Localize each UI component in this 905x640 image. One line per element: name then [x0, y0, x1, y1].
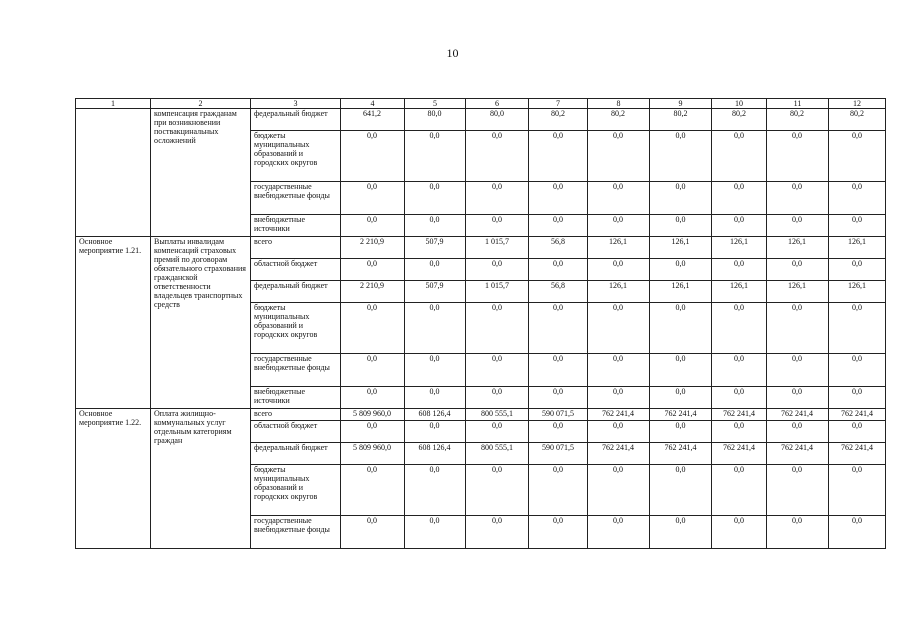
- description-cell: Оплата жилищно-коммунальных услуг отдельным категориям граждан: [151, 409, 251, 549]
- value-cell: 0,0: [767, 215, 829, 237]
- value-cell: 762 241,4: [767, 409, 829, 421]
- value-cell: 0,0: [529, 516, 588, 549]
- header-cell: 11: [767, 99, 829, 109]
- value-cell: 0,0: [767, 465, 829, 516]
- value-cell: 0,0: [767, 516, 829, 549]
- value-cell: 0,0: [405, 354, 466, 387]
- value-cell: 0,0: [650, 387, 712, 409]
- table-body: [76, 109, 886, 549]
- value-cell: 0,0: [712, 354, 767, 387]
- value-cell: 0,0: [712, 131, 767, 182]
- value-cell: 0,0: [588, 421, 650, 443]
- value-cell: 590 071,5: [529, 409, 588, 421]
- value-cell: 126,1: [829, 281, 886, 303]
- value-cell: 0,0: [405, 516, 466, 549]
- value-cell: 0,0: [588, 387, 650, 409]
- value-cell: 0,0: [829, 354, 886, 387]
- header-cell: 9: [650, 99, 712, 109]
- value-cell: 0,0: [466, 259, 529, 281]
- header-cell: 1: [76, 99, 151, 109]
- value-cell: 0,0: [529, 303, 588, 354]
- header-cell: 7: [529, 99, 588, 109]
- value-cell: 0,0: [712, 387, 767, 409]
- value-cell: 0,0: [529, 182, 588, 215]
- description-cell: компенсация гражданам при возникновении поствакцинальных осложнений: [151, 109, 251, 237]
- value-cell: 0,0: [767, 259, 829, 281]
- header-cell: 12: [829, 99, 886, 109]
- value-cell: 0,0: [405, 131, 466, 182]
- source-cell: областной бюджет: [251, 421, 341, 443]
- value-cell: 0,0: [588, 516, 650, 549]
- value-cell: 5 809 960,0: [341, 443, 405, 465]
- value-cell: 0,0: [405, 259, 466, 281]
- header-row: [76, 99, 886, 109]
- value-cell: 0,0: [341, 421, 405, 443]
- value-cell: 0,0: [466, 387, 529, 409]
- value-cell: 608 126,4: [405, 443, 466, 465]
- value-cell: 0,0: [650, 182, 712, 215]
- activity-cell: Основное мероприятие 1.22.: [76, 409, 151, 549]
- value-cell: 126,1: [712, 237, 767, 259]
- value-cell: 126,1: [767, 281, 829, 303]
- value-cell: 0,0: [405, 215, 466, 237]
- value-cell: 0,0: [405, 387, 466, 409]
- table-row: [76, 109, 886, 131]
- value-cell: 0,0: [466, 182, 529, 215]
- value-cell: 0,0: [588, 465, 650, 516]
- value-cell: 0,0: [405, 421, 466, 443]
- value-cell: 2 210,9: [341, 281, 405, 303]
- value-cell: 0,0: [529, 465, 588, 516]
- description-cell: Выплаты инвалидам компенсаций страховых премий по договорам обязательного страхования гражданской ответственности владельцев транспортных средств: [151, 237, 251, 409]
- value-cell: 56,8: [529, 237, 588, 259]
- value-cell: 80,2: [829, 109, 886, 131]
- value-cell: 0,0: [712, 259, 767, 281]
- value-cell: 0,0: [650, 303, 712, 354]
- value-cell: 0,0: [829, 215, 886, 237]
- value-cell: 0,0: [650, 421, 712, 443]
- value-cell: 762 241,4: [588, 443, 650, 465]
- value-cell: 1 015,7: [466, 281, 529, 303]
- value-cell: 0,0: [588, 215, 650, 237]
- value-cell: 0,0: [466, 215, 529, 237]
- value-cell: 800 555,1: [466, 409, 529, 421]
- value-cell: 80,2: [767, 109, 829, 131]
- value-cell: 0,0: [341, 516, 405, 549]
- value-cell: 0,0: [829, 387, 886, 409]
- value-cell: 0,0: [712, 303, 767, 354]
- value-cell: 762 241,4: [712, 443, 767, 465]
- value-cell: 126,1: [588, 237, 650, 259]
- value-cell: 0,0: [712, 465, 767, 516]
- value-cell: 0,0: [829, 303, 886, 354]
- value-cell: 0,0: [529, 387, 588, 409]
- page-number: 10: [446, 46, 459, 60]
- value-cell: 0,0: [588, 354, 650, 387]
- value-cell: 0,0: [829, 182, 886, 215]
- value-cell: 126,1: [712, 281, 767, 303]
- header-cell: 5: [405, 99, 466, 109]
- value-cell: 0,0: [712, 516, 767, 549]
- value-cell: 126,1: [829, 237, 886, 259]
- source-cell: государственные внебюджетные фонды: [251, 182, 341, 215]
- value-cell: 0,0: [529, 215, 588, 237]
- value-cell: 0,0: [650, 131, 712, 182]
- value-cell: 0,0: [341, 354, 405, 387]
- value-cell: 1 015,7: [466, 237, 529, 259]
- value-cell: 0,0: [588, 303, 650, 354]
- source-cell: бюджеты муниципальных образований и городских округов: [251, 465, 341, 516]
- header-cell: 3: [251, 99, 341, 109]
- source-cell: бюджеты муниципальных образований и городских округов: [251, 303, 341, 354]
- source-cell: всего: [251, 409, 341, 421]
- value-cell: 0,0: [341, 259, 405, 281]
- activity-cell: [76, 109, 151, 237]
- value-cell: 80,2: [712, 109, 767, 131]
- header-cell: 4: [341, 99, 405, 109]
- value-cell: 762 241,4: [588, 409, 650, 421]
- value-cell: 0,0: [650, 516, 712, 549]
- value-cell: 0,0: [341, 131, 405, 182]
- value-cell: 0,0: [650, 354, 712, 387]
- value-cell: 641,2: [341, 109, 405, 131]
- value-cell: 0,0: [588, 131, 650, 182]
- value-cell: 0,0: [405, 465, 466, 516]
- value-cell: 0,0: [341, 303, 405, 354]
- value-cell: 0,0: [466, 421, 529, 443]
- value-cell: 0,0: [829, 259, 886, 281]
- value-cell: 0,0: [712, 421, 767, 443]
- value-cell: 0,0: [712, 215, 767, 237]
- value-cell: 80,2: [650, 109, 712, 131]
- value-cell: 2 210,9: [341, 237, 405, 259]
- value-cell: 126,1: [650, 237, 712, 259]
- value-cell: 0,0: [341, 387, 405, 409]
- value-cell: 0,0: [767, 303, 829, 354]
- value-cell: 0,0: [466, 465, 529, 516]
- value-cell: 0,0: [529, 354, 588, 387]
- value-cell: 80,0: [405, 109, 466, 131]
- value-cell: 0,0: [767, 387, 829, 409]
- value-cell: 0,0: [588, 182, 650, 215]
- value-cell: 0,0: [466, 516, 529, 549]
- source-cell: федеральный бюджет: [251, 109, 341, 131]
- header-cell: 8: [588, 99, 650, 109]
- value-cell: 0,0: [650, 465, 712, 516]
- value-cell: 0,0: [829, 131, 886, 182]
- value-cell: 0,0: [529, 421, 588, 443]
- value-cell: 5 809 960,0: [341, 409, 405, 421]
- value-cell: 0,0: [829, 465, 886, 516]
- value-cell: 762 241,4: [712, 409, 767, 421]
- value-cell: 762 241,4: [829, 409, 886, 421]
- value-cell: 0,0: [341, 465, 405, 516]
- value-cell: 507,9: [405, 237, 466, 259]
- value-cell: 126,1: [588, 281, 650, 303]
- source-cell: внебюджетные источники: [251, 387, 341, 409]
- value-cell: 0,0: [341, 215, 405, 237]
- value-cell: 0,0: [529, 259, 588, 281]
- source-cell: федеральный бюджет: [251, 443, 341, 465]
- value-cell: 126,1: [767, 237, 829, 259]
- value-cell: 0,0: [466, 354, 529, 387]
- value-cell: 56,8: [529, 281, 588, 303]
- value-cell: 80,0: [466, 109, 529, 131]
- value-cell: 762 241,4: [650, 443, 712, 465]
- source-cell: государственные внебюджетные фонды: [251, 354, 341, 387]
- value-cell: 80,2: [529, 109, 588, 131]
- value-cell: 590 071,5: [529, 443, 588, 465]
- value-cell: 0,0: [767, 182, 829, 215]
- value-cell: 762 241,4: [767, 443, 829, 465]
- header-cell: 10: [712, 99, 767, 109]
- table-row: [76, 237, 886, 259]
- value-cell: 507,9: [405, 281, 466, 303]
- value-cell: 80,2: [588, 109, 650, 131]
- value-cell: 800 555,1: [466, 443, 529, 465]
- value-cell: 762 241,4: [650, 409, 712, 421]
- source-cell: всего: [251, 237, 341, 259]
- table-row: [76, 409, 886, 421]
- value-cell: 0,0: [767, 421, 829, 443]
- value-cell: 0,0: [712, 182, 767, 215]
- header-cell: 6: [466, 99, 529, 109]
- value-cell: 0,0: [405, 182, 466, 215]
- value-cell: 0,0: [588, 259, 650, 281]
- value-cell: 0,0: [466, 131, 529, 182]
- value-cell: 0,0: [829, 421, 886, 443]
- value-cell: 0,0: [650, 259, 712, 281]
- value-cell: 126,1: [650, 281, 712, 303]
- value-cell: 0,0: [767, 131, 829, 182]
- value-cell: 762 241,4: [829, 443, 886, 465]
- source-cell: внебюджетные источники: [251, 215, 341, 237]
- value-cell: 0,0: [829, 516, 886, 549]
- value-cell: 0,0: [529, 131, 588, 182]
- source-cell: государственные внебюджетные фонды: [251, 516, 341, 549]
- value-cell: 0,0: [767, 354, 829, 387]
- value-cell: 0,0: [341, 182, 405, 215]
- value-cell: 0,0: [405, 303, 466, 354]
- value-cell: 0,0: [650, 215, 712, 237]
- source-cell: областной бюджет: [251, 259, 341, 281]
- value-cell: 0,0: [466, 303, 529, 354]
- budget-table: [75, 98, 886, 549]
- source-cell: федеральный бюджет: [251, 281, 341, 303]
- activity-cell: Основное мероприятие 1.21.: [76, 237, 151, 409]
- source-cell: бюджеты муниципальных образований и городских округов: [251, 131, 341, 182]
- value-cell: 608 126,4: [405, 409, 466, 421]
- header-cell: 2: [151, 99, 251, 109]
